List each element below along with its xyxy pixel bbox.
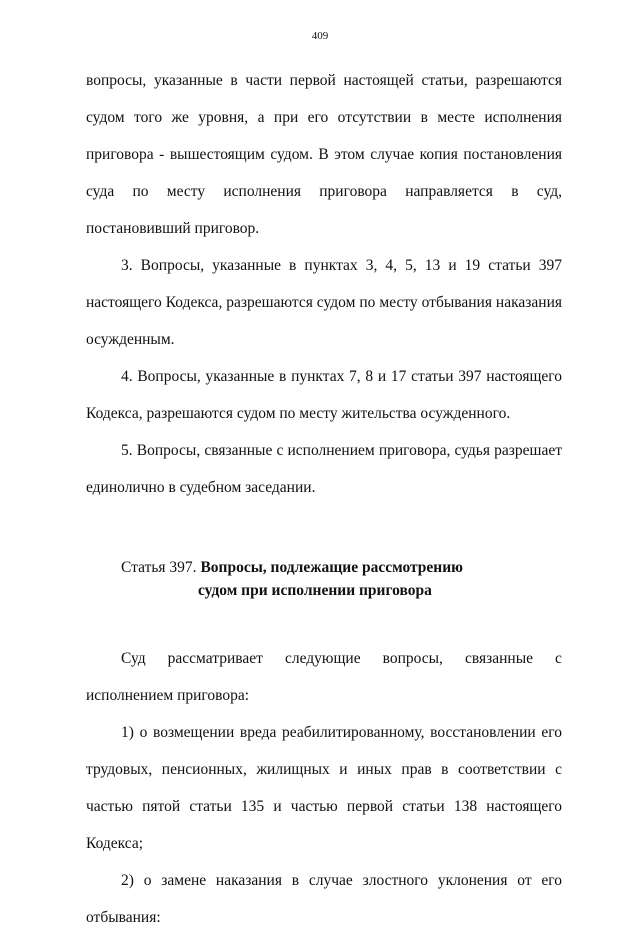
intro-word: следующие bbox=[284, 650, 361, 667]
list-item-2: 2) о замене наказания в случае злостного уклонения от его отбывания: bbox=[86, 872, 562, 926]
article-intro-continuation: исполнением приговора: bbox=[86, 687, 250, 704]
document-body bbox=[86, 62, 562, 936]
article-number: Статья 397. bbox=[121, 559, 197, 576]
article-title-line-1: Вопросы, подлежащие рассмотрению bbox=[200, 559, 464, 576]
article-heading bbox=[86, 556, 562, 602]
paragraph-part-3: 3. Вопросы, указанные в пунктах 3, 4, 5, 13 и 19 статьи 397 настоящего Кодекса, разрешаются судом по месту отбывания наказания осужденным. bbox=[86, 257, 562, 348]
page-number: 409 bbox=[311, 30, 329, 42]
intro-word: Суд bbox=[121, 650, 146, 667]
article-intro-line bbox=[86, 640, 562, 677]
intro-word: вопросы, bbox=[382, 650, 443, 667]
paragraph-part-5: 5. Вопросы, связанные с исполнением приговора, судья разрешает единолично в судебном заседании. bbox=[86, 442, 562, 496]
article-title-line-2: судом при исполнении приговора bbox=[198, 582, 432, 599]
intro-word: рассматривает bbox=[167, 650, 263, 667]
paragraph-part-4: 4. Вопросы, указанные в пунктах 7, 8 и 17 статьи 397 настоящего Кодекса, разрешаются судом по месту жительства осужденного. bbox=[86, 368, 562, 422]
article-heading-line-1 bbox=[121, 556, 562, 579]
paragraph-continuation: вопросы, указанные в части первой настоящей статьи, разрешаются судом того же уровня, а при его отсутствии в месте исполнения приговора - вышестоящим судом. В этом случае копия постановления суда по месту исполнения приговора направляется в суд, постановивший приговор. bbox=[86, 72, 562, 237]
intro-word: с bbox=[555, 650, 562, 667]
intro-word: связанные bbox=[464, 650, 533, 667]
list-item-1: 1) о возмещении вреда реабилитированному, восстановлении его трудовых, пенсионных, жилищных и иных прав в соответствии с частью пятой статьи 135 и частью первой статьи 138 настоящего Кодекса; bbox=[86, 724, 562, 852]
